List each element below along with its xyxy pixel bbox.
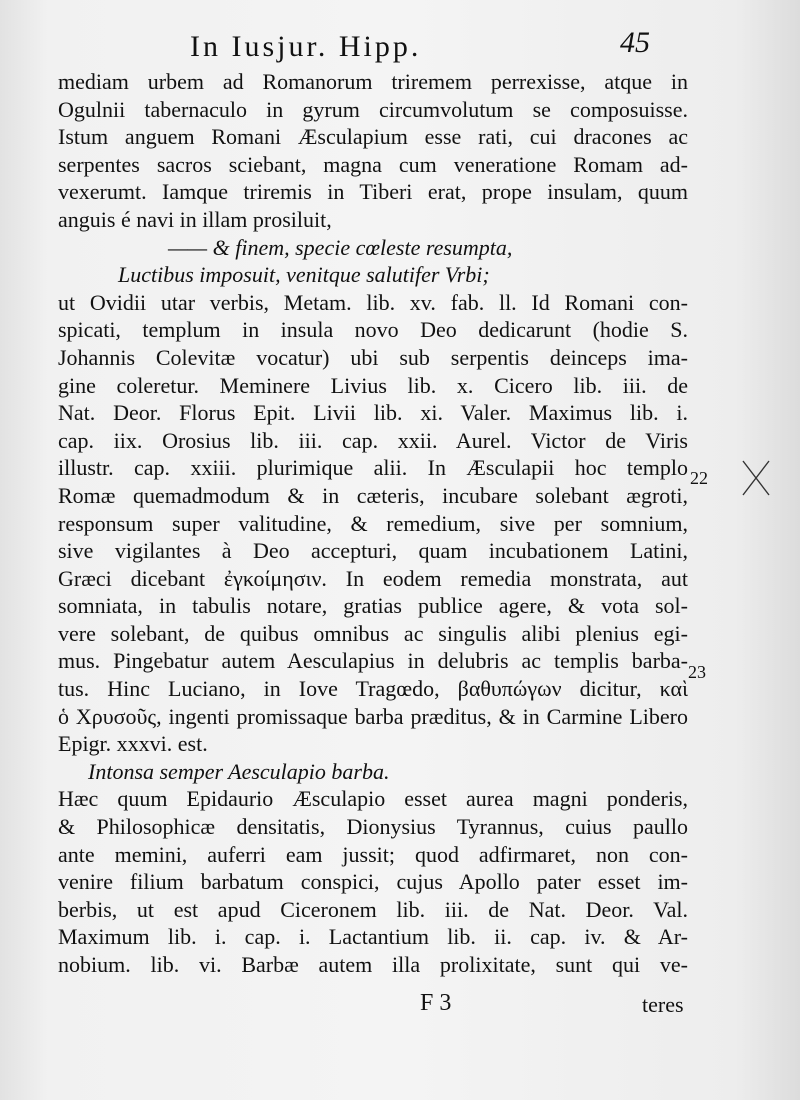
text-line: ut Ovidii utar verbis, Metam. lib. xv. fab. ll. Id Romani con-	[58, 289, 688, 315]
margin-note-23: 23	[688, 662, 706, 682]
text-line: Ogulnii tabernaculo in gyrum circumvolutum se composuisse.	[58, 96, 688, 122]
running-head: In Iusjur. Hipp.	[190, 30, 422, 63]
text-line: tus. Hinc Luciano, in Iove Tragœdo, βαθυπώγων dicitur, καὶ	[58, 676, 688, 702]
text-line: Maximum lib. i. cap. i. Lactantium lib. ii. cap. iv. & Ar-	[58, 924, 688, 950]
text-line: berbis, ut est apud Ciceronem lib. iii. de Nat. Deor. Val.	[58, 896, 688, 922]
text-line: responsum super valitudine, & remedium, sive per somnium,	[58, 510, 688, 536]
page-header	[0, 26, 800, 70]
text-line: ante memini, auferri eam jussit; quod adfirmaret, non con-	[58, 841, 688, 867]
text-line: Nat. Deor. Florus Epit. Livii lib. xi. Valer. Maximus lib. i.	[58, 400, 688, 426]
text-line: sive vigilantes à Deo accepturi, quam incubationem Latini,	[58, 538, 688, 564]
text-line: Epigr. xxxvi. est.	[58, 731, 208, 757]
catchword: teres	[642, 992, 684, 1017]
text-line: serpentes sacros sciebant, magna cum veneratione Romam ad-	[58, 151, 688, 177]
signature-mark: F 3	[420, 990, 452, 1016]
text-line: Romæ quemadmodum & in cæteris, incubare solebant ægroti,	[58, 482, 688, 508]
text-line: Græci dicebant ἐγκοίμησιν. In eodem remedia monstrata, aut	[58, 565, 688, 591]
text-line: gine coleretur. Meminere Livius lib. x. Cicero lib. iii. de	[58, 372, 688, 398]
text-line: ὁ Χρυσοῦς, ingenti promissaque barba præditus, & in Carmine Libero	[58, 703, 688, 729]
verse-line: —— & finem, specie cœleste resumpta,	[168, 234, 513, 260]
text-line: somniata, in tabulis notare, gratias publice agere, & vota sol-	[58, 593, 688, 619]
body-text	[58, 68, 688, 979]
text-line: mus. Pingebatur autem Aesculapius in delubris ac templis barba-	[58, 648, 688, 674]
text-line: cap. iix. Orosius lib. iii. cap. xxii. Aurel. Victor de Viris	[58, 427, 688, 453]
handwritten-x-mark-icon	[740, 458, 772, 498]
verse-line: Intonsa semper Aesculapio barba.	[88, 758, 390, 784]
text-line: Hæc quum Epidaurio Æsculapio esset aurea magni ponderis,	[58, 786, 688, 812]
text-line: venire filium barbatum conspici, cujus Apollo pater esset im-	[58, 869, 688, 895]
text-line: & Philosophicæ densitatis, Dionysius Tyrannus, cuius paullo	[58, 814, 688, 840]
page-number: 45	[620, 26, 650, 59]
text-line: anguis é navi in illam prosiluit,	[58, 206, 332, 232]
text-line: illustr. cap. xxiii. plurimique alii. In Æsculapii hoc templo	[58, 455, 688, 481]
verse-line: Luctibus imposuit, venitque salutifer Vrbi;	[118, 262, 490, 288]
text-line: mediam urbem ad Romanorum triremem perrexisse, atque in	[58, 69, 688, 94]
margin-note-22: 22	[690, 468, 708, 488]
text-line: spicati, templum in insula novo Deo dedicarunt (hodie S.	[58, 317, 688, 343]
text-line: nobium. lib. vi. Barbæ autem illa prolixitate, sunt qui ve-	[58, 952, 688, 977]
text-line: Istum anguem Romani Æsculapium esse rati, cui dracones ac	[58, 124, 688, 150]
text-line: vexerumt. Iamque triremis in Tiberi erat, prope insulam, quum	[58, 179, 688, 205]
text-line: vere solebant, de quibus omnibus ac singulis alibi plenius egi-	[58, 620, 688, 646]
text-line: Johannis Colevitæ vocatur) ubi sub serpentis deinceps ima-	[58, 344, 688, 370]
